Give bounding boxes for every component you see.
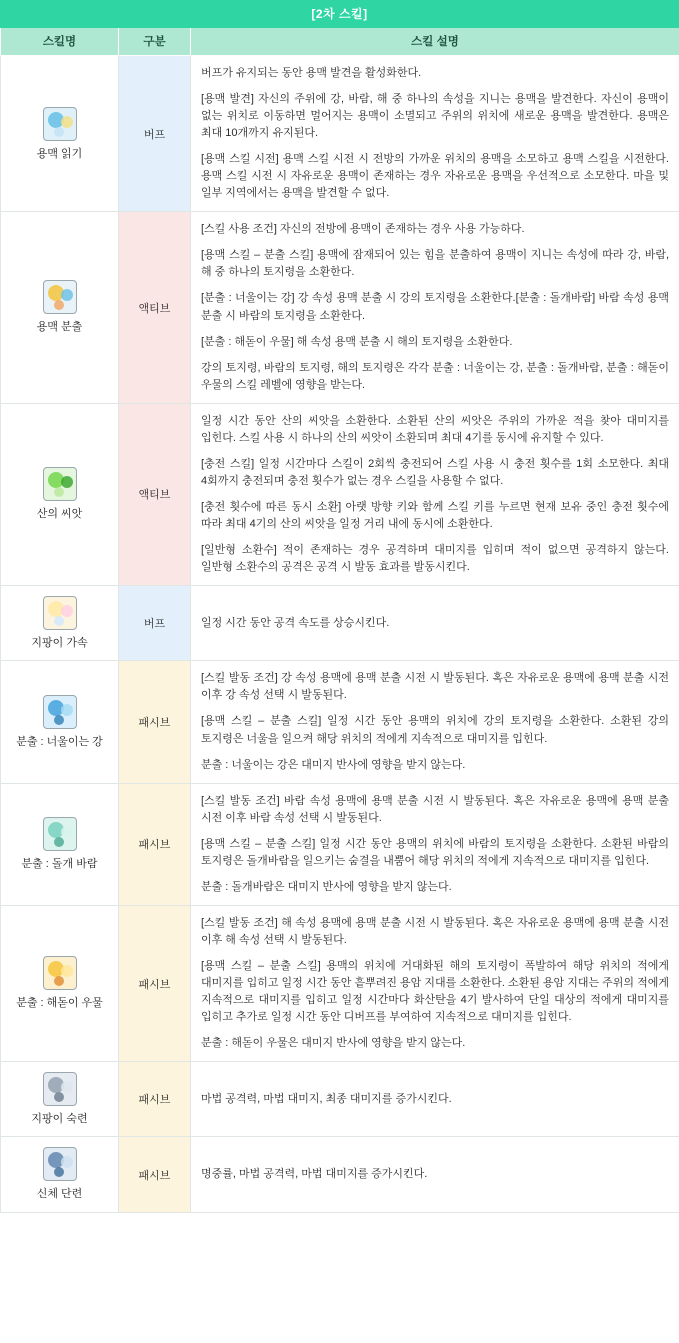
skill-description-paragraph: [스킬 사용 조건] 자신의 전방에 용맥이 존재하는 경우 사용 가능하다.	[201, 223, 525, 236]
staff-acceleration-icon	[43, 596, 77, 630]
page-title: [2차 스킬]	[0, 0, 679, 28]
skill-description-cell	[191, 212, 679, 403]
skill-name-label: 분출 : 너울이는 강	[16, 735, 103, 748]
table-row	[1, 661, 679, 783]
icon-shape	[54, 127, 64, 137]
eruption-sunrise-well-icon	[43, 956, 77, 990]
icon-shape	[54, 300, 64, 310]
staff-mastery-icon	[43, 1072, 77, 1106]
icon-shape	[61, 1081, 73, 1093]
skill-description-cell	[191, 905, 679, 1061]
skill-description-paragraph: 마법 공격력, 마법 대미지, 최종 대미지를 증가시킨다.	[201, 1092, 452, 1105]
skill-type-cell: 패시브	[119, 783, 191, 905]
skill-name-label: 산의 씨앗	[36, 508, 83, 521]
table-row	[1, 403, 679, 585]
skill-description-cell	[191, 783, 679, 905]
skill-name-label: 지팡이 가속	[31, 637, 88, 650]
skill-description-cell	[191, 586, 679, 661]
icon-shape	[61, 704, 73, 716]
icon-shape	[61, 965, 73, 977]
skill-name-cell	[1, 783, 119, 905]
skill-description-paragraph: [용맥 발견] 자신의 주위에 강, 바람, 해 중 하나의 속성을 지니는 용맥을 발견한다. 자신이 용맥이 없는 위치로 이동하면 멀어지는 용맥이 소멸되고 주위의 위치에 새로운 용맥을 발견한다. 용맥은 최대 10개까지 유지된다.	[201, 93, 669, 140]
icon-shape	[61, 476, 73, 488]
skill-name-label: 용맥 읽기	[36, 147, 83, 160]
skill-type-cell: 패시브	[119, 1137, 191, 1212]
skill-description-paragraph: [일반형 소환수] 적이 존재하는 경우 공격하며 대미지를 입히며 적이 없으면 공격하지 않는다. 일반형 소환수의 공격은 공격 시 발동 효과를 발동시킨다.	[201, 543, 669, 574]
skill-description-cell	[191, 1137, 679, 1212]
skill-description-paragraph: 명중률, 마법 공격력, 마법 대미지를 증가시킨다.	[201, 1168, 428, 1181]
body-training-icon	[43, 1147, 77, 1181]
skill-name-cell	[1, 1137, 119, 1212]
skill-description-cell	[191, 403, 679, 585]
skill-type-cell: 버프	[119, 586, 191, 661]
icon-shape	[54, 1167, 64, 1177]
mountain-seed-icon	[43, 467, 77, 501]
icon-shape	[54, 616, 64, 626]
icon-shape	[54, 976, 64, 986]
icon-shape	[61, 605, 73, 617]
skill-description-paragraph: 일정 시간 동안 공격 속도를 상승시킨다.	[201, 616, 390, 629]
icon-shape	[54, 487, 64, 497]
skill-name-cell	[1, 1062, 119, 1137]
table-row	[1, 905, 679, 1061]
skill-description-paragraph: [분출 : 너울이는 강] 강 속성 용맥 분출 시 강의 토지령을 소환한다.[분출 : 돌개바람] 바람 속성 용맥 분출 시 바람의 토지령을 소환한다.	[201, 292, 669, 322]
skill-description-paragraph: [용맥 스킬 – 분출 스킬] 용맥에 잠재되어 있는 힘을 분출하여 용맥이 지니는 속성에 따라 강, 바람, 해 중 하나의 토지령을 소환한다.	[201, 249, 669, 279]
vein-reading-icon	[43, 107, 77, 141]
skill-description-paragraph: [용맥 스킬 – 분출 스킬] 용맥의 위치에 거대화된 해의 토지령이 폭발하여 해당 위치의 적에게 대미지를 입히고 일정 시간 동안 흩뿌려진 용암 지대를 소환한다. 소환된 용암 지대는 주위의 적에게 지속적으로 대미지를 입히고 일정 시간마다 화산탄을 4기 발사하여 단일 대상의 적에게 대미지를 입히고 추가로 일정 시간 동안 디버프를 부여하여 지속적으로 대미지를 입힌다.	[201, 959, 669, 1024]
skill-name-label: 지팡이 숙련	[31, 1113, 88, 1126]
eruption-river-icon	[43, 695, 77, 729]
skill-description-paragraph: 분출 : 돌개바람은 대미지 반사에 영향을 받지 않는다.	[201, 880, 452, 893]
skill-type-cell: 액티브	[119, 212, 191, 403]
skill-description-paragraph: [충전 횟수에 따른 동시 소환] 아랫 방향 키와 함께 스킬 키를 누르면 현재 보유 중인 충전 횟수에 따라 최대 4기의 산의 씨앗을 일정 거리 내에 동시에 소환한다.	[201, 500, 669, 530]
skill-description-cell	[191, 1062, 679, 1137]
table-header-row	[1, 28, 679, 56]
skill-table	[0, 28, 679, 1213]
skill-name-label: 분출 : 돌개 바람	[21, 858, 98, 871]
table-row	[1, 1137, 679, 1212]
icon-shape	[61, 289, 73, 301]
skill-name-label: 분출 : 해돋이 우물	[16, 997, 103, 1010]
skill-type-cell: 패시브	[119, 661, 191, 783]
icon-shape	[54, 715, 64, 725]
column-header-type: 구분	[119, 28, 191, 56]
column-header-description: 스킬 설명	[191, 28, 679, 56]
skill-name-cell	[1, 56, 119, 212]
icon-shape	[54, 837, 64, 847]
skill-description-cell	[191, 661, 679, 783]
skill-description-paragraph: 일정 시간 동안 산의 씨앗을 소환한다. 소환된 산의 씨앗은 주위의 가까운 적을 찾아 대미지를 입힌다. 스킬 사용 시 하나의 산의 씨앗이 소환되며 최대 4기를 동시에 유지할 수 있다.	[201, 414, 669, 444]
skill-description-paragraph: [충전 스킬] 일정 시간마다 스킬이 2회씩 충전되어 스킬 사용 시 충전 횟수를 1회 소모한다. 최대 4회까지 충전되며 충전 횟수가 없는 경우 스킬을 사용할 수 없다.	[201, 457, 669, 487]
skill-description-paragraph: [스킬 발동 조건] 바람 속성 용맥에 용맥 분출 시전 시 발동된다. 혹은 자유로운 용맥에 용맥 분출 시전 이후 바람 속성 선택 시 발동된다.	[201, 794, 669, 824]
icon-shape	[61, 1156, 73, 1168]
skill-type-cell: 액티브	[119, 403, 191, 585]
skill-name-cell	[1, 905, 119, 1061]
table-body	[1, 56, 679, 1213]
skill-name-cell	[1, 661, 119, 783]
skill-description-paragraph: 강의 토지령, 바람의 토지령, 해의 토지령은 각각 분출 : 너울이는 강, 분출 : 돌개바람, 분출 : 해돋이 우물의 스킬 레벨에 영향을 받는다.	[201, 361, 669, 391]
skill-description-paragraph: [용맥 스킬 시전] 용맥 스킬 시전 시 전방의 가까운 위치의 용맥을 소모하고 용맥 스킬을 시전한다. 용맥 스킬 시전 시 자유로운 용맥이 존재하는 경우 자유로운 용맥을 우선적으로 소모한다. 마을 및 일부 지역에서는 용맥을 발견할 수 없다.	[201, 153, 669, 200]
eruption-whirlwind-icon	[43, 817, 77, 851]
skill-description-paragraph: [용맥 스킬 – 분출 스킬] 일정 시간 동안 용맥의 위치에 바람의 토지령을 소환한다. 소환된 바람의 토지령은 돌개바람을 일으키는 숨결을 내뿜어 해당 위치의 적에게 지속적으로 대미지를 입힌다.	[201, 837, 669, 867]
skill-description-paragraph: [스킬 발동 조건] 해 속성 용맥에 용맥 분출 시전 시 발동된다. 혹은 자유로운 용맥에 용맥 분출 시전 이후 해 속성 선택 시 발동된다.	[201, 916, 669, 946]
skill-description-paragraph: 버프가 유지되는 동안 용맥 발견을 활성화한다.	[201, 67, 422, 79]
skill-name-cell	[1, 586, 119, 661]
icon-shape	[61, 826, 73, 838]
table-row	[1, 783, 679, 905]
skill-type-cell: 버프	[119, 56, 191, 212]
skill-name-cell	[1, 212, 119, 403]
skill-description-cell	[191, 56, 679, 212]
table-row	[1, 212, 679, 403]
skill-name-cell	[1, 403, 119, 585]
icon-shape	[54, 1092, 64, 1102]
vein-eruption-icon	[43, 280, 77, 314]
column-header-skill-name: 스킬명	[1, 28, 119, 56]
skill-description-paragraph: [스킬 발동 조건] 강 속성 용맥에 용맥 분출 시전 시 발동된다. 혹은 자유로운 용맥에 용맥 분출 시전 이후 강 속성 선택 시 발동된다.	[201, 672, 669, 702]
table-row	[1, 1062, 679, 1137]
skill-name-label: 용맥 분출	[36, 321, 83, 334]
skill-description-paragraph: 분출 : 해돋이 우물은 대미지 반사에 영향을 받지 않는다.	[201, 1037, 466, 1050]
table-row	[1, 586, 679, 661]
skill-name-label: 신체 단련	[36, 1188, 83, 1201]
skill-type-cell: 패시브	[119, 905, 191, 1061]
skill-description-paragraph: [용맥 스킬 – 분출 스킬] 일정 시간 동안 용맥의 위치에 강의 토지령을 소환한다. 소환된 강의 토지령은 너울을 일으켜 해당 위치의 적에게 지속적으로 대미지를 입힌다.	[201, 715, 669, 745]
icon-shape	[61, 116, 73, 128]
skill-type-cell: 패시브	[119, 1062, 191, 1137]
skill-description-paragraph: [분출 : 해돋이 우물] 해 속성 용맥 분출 시 해의 토지령을 소환한다.	[201, 335, 513, 348]
table-row	[1, 56, 679, 212]
skill-description-paragraph: 분출 : 너울이는 강은 대미지 반사에 영향을 받지 않는다.	[201, 758, 466, 771]
